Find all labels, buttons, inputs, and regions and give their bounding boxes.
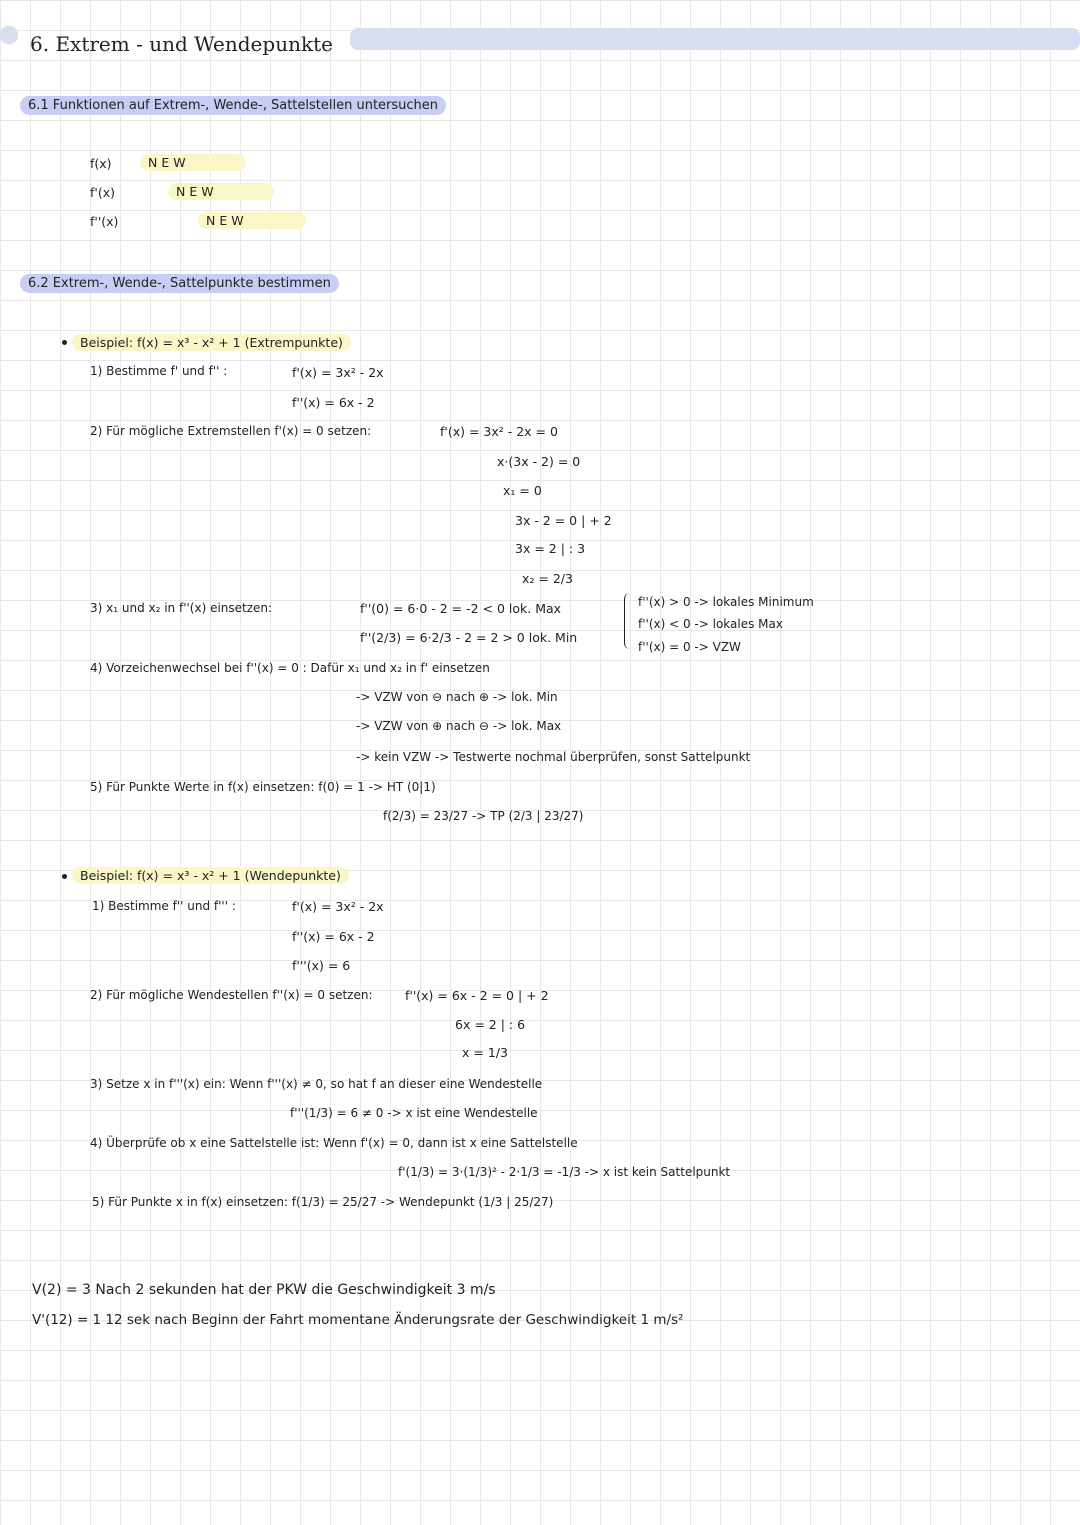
page-title: 6. Extrem - und Wendepunkte <box>30 32 333 56</box>
ex2-step2-eq2: 6x = 2 | : 6 <box>455 1017 526 1032</box>
rule-brace <box>624 593 633 649</box>
ex2-step3-label: 3) Setze x in f'''(x) ein: Wenn f'''(x) ≠ 0, so hat f an dieser eine Wendestelle <box>90 1077 543 1091</box>
row-f2-letters: N E W <box>198 212 306 229</box>
ex1-step2-eq6: x₂ = 2/3 <box>522 571 573 586</box>
row-f-label: f(x) <box>90 156 112 171</box>
ex1-step4-case1: -> VZW von ⊖ nach ⊕ -> lok. Min <box>356 690 558 704</box>
rule-min: f''(x) > 0 -> lokales Minimum <box>638 595 814 609</box>
rule-max: f''(x) < 0 -> lokales Max <box>638 617 783 631</box>
ex1-step3-label: 3) x₁ und x₂ in f''(x) einsetzen: <box>90 601 273 615</box>
row-f2-label: f''(x) <box>90 214 119 229</box>
ex1-step2-eq2: x·(3x - 2) = 0 <box>497 454 581 469</box>
example-2-title: Beispiel: f(x) = x³ - x² + 1 (Wendepunkte) <box>72 867 349 884</box>
ex2-step1-ftriple: f'''(x) = 6 <box>292 958 351 973</box>
note-rate-of-change: V'(12) = 1 12 sek nach Beginn der Fahrt momentane Änderungsrate der Geschwindigkeit 1 m/s² <box>32 1312 684 1328</box>
title-accent-left <box>0 26 18 44</box>
ex2-step4-label: 4) Überprüfe ob x eine Sattelstelle ist: Wenn f'(x) = 0, dann ist x eine Sattelstelle <box>90 1136 578 1150</box>
ex1-step5-tp: f(2/3) = 23/27 -> TP (2/3 | 23/27) <box>383 809 584 823</box>
section-6-1-heading: 6.1 Funktionen auf Extrem-, Wende-, Sattelstellen untersuchen <box>20 96 446 115</box>
ex1-step1-label: 1) Bestimme f' und f'' : <box>90 364 228 378</box>
ex1-step2-eq4: 3x - 2 = 0 | + 2 <box>515 513 612 528</box>
row-f-letters: N E W <box>140 154 246 171</box>
title-accent-bar <box>350 28 1080 50</box>
ex1-step2-label: 2) Für mögliche Extremstellen f'(x) = 0 setzen: <box>90 424 372 438</box>
row-f1-letters: N E W <box>168 183 274 200</box>
ex1-step4-case3: -> kein VZW -> Testwerte nochmal überprüfen, sonst Sattelpunkt <box>356 750 751 764</box>
ex1-step2-eq1: f'(x) = 3x² - 2x = 0 <box>440 424 558 439</box>
note-velocity: V(2) = 3 Nach 2 sekunden hat der PKW die Geschwindigkeit 3 m/s <box>32 1282 496 1298</box>
bullet-example-2 <box>62 874 67 879</box>
ex2-step2-label: 2) Für mögliche Wendestellen f''(x) = 0 setzen: <box>90 988 373 1002</box>
rule-vzw: f''(x) = 0 -> VZW <box>638 640 741 654</box>
ex1-step5-label: 5) Für Punkte Werte in f(x) einsetzen: f(0) = 1 -> HT (0|1) <box>90 780 436 794</box>
ex1-step2-eq5: 3x = 2 | : 3 <box>515 541 586 556</box>
ex2-step2-eq3: x = 1/3 <box>462 1045 508 1060</box>
ex2-step3-eq: f'''(1/3) = 6 ≠ 0 -> x ist eine Wendestelle <box>290 1106 538 1120</box>
ex1-step1-fprime: f'(x) = 3x² - 2x <box>292 365 384 380</box>
ex1-step3-eq1: f''(0) = 6·0 - 2 = -2 < 0 lok. Max <box>360 601 562 616</box>
section-6-2-heading: 6.2 Extrem-, Wende-, Sattelpunkte bestimmen <box>20 274 339 293</box>
ex2-step5-label: 5) Für Punkte x in f(x) einsetzen: f(1/3) = 25/27 -> Wendepunkt (1/3 | 25/27) <box>92 1195 554 1209</box>
ex1-step1-fdouble: f''(x) = 6x - 2 <box>292 395 375 410</box>
row-f1-label: f'(x) <box>90 185 115 200</box>
ex2-step1-label: 1) Bestimme f'' und f''' : <box>92 899 236 913</box>
ex2-step2-eq1: f''(x) = 6x - 2 = 0 | + 2 <box>405 988 549 1003</box>
ex1-step3-eq2: f''(2/3) = 6·2/3 - 2 = 2 > 0 lok. Min <box>360 630 578 645</box>
ex2-step1-fdouble: f''(x) = 6x - 2 <box>292 929 375 944</box>
ex1-step2-eq3: x₁ = 0 <box>503 483 542 498</box>
ex2-step4-eq: f'(1/3) = 3·(1/3)² - 2·1/3 = -1/3 -> x ist kein Sattelpunkt <box>398 1165 731 1179</box>
ex1-step4-label: 4) Vorzeichenwechsel bei f''(x) = 0 : Dafür x₁ und x₂ in f' einsetzen <box>90 661 490 675</box>
bullet-example-1 <box>62 340 67 345</box>
example-1-title: Beispiel: f(x) = x³ - x² + 1 (Extrempunkte) <box>72 334 351 351</box>
ex1-step4-case2: -> VZW von ⊕ nach ⊖ -> lok. Max <box>356 719 562 733</box>
ex2-step1-fprime: f'(x) = 3x² - 2x <box>292 899 384 914</box>
